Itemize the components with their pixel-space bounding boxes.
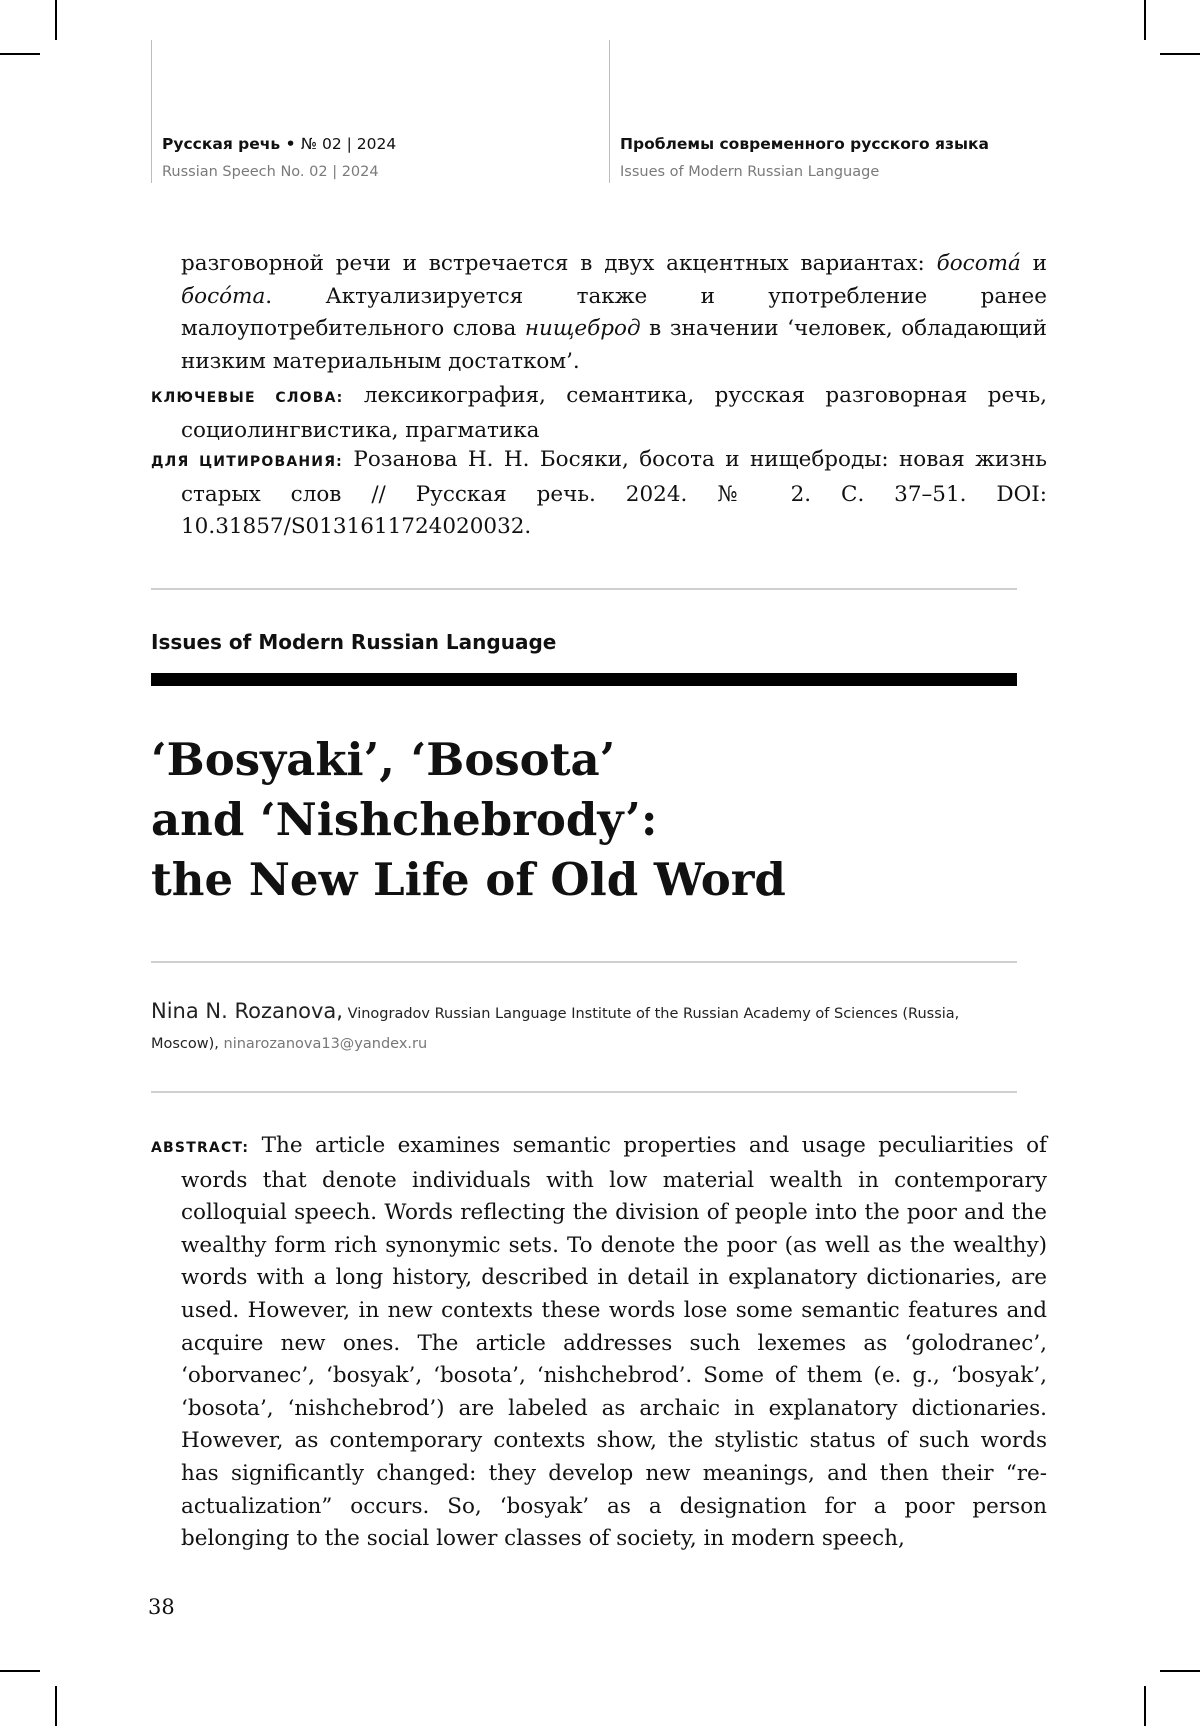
thick-divider — [151, 673, 1017, 686]
running-head-right — [609, 40, 989, 183]
crop-mark — [0, 1670, 40, 1672]
crop-mark — [55, 0, 57, 40]
author-email[interactable]: ninarozanova13@yandex.ru — [223, 1036, 428, 1052]
crop-mark — [55, 1686, 57, 1726]
section-label-en: Issues of Modern Russian Language — [151, 630, 557, 654]
divider — [151, 961, 1017, 963]
running-head-left — [151, 40, 397, 183]
article-title: ‘Bosyaki’, ‘Bosota’ and ‘Nishchebrody’: the New Life of Old Word — [151, 733, 786, 906]
author-affiliation: Vinogradov Russian Language Institute of the Russian Academy of Sciences (Russia, Moscow), — [151, 1006, 960, 1052]
ru-abstract-continuation: разговорной речи и встречается в двух акцентных вариантах: босота́ и босо́та. Актуализируется также и употребление ранее малоупотребительного слова нищеброд в значении ‘человек, обладающий низким материальным достатком’. — [181, 251, 1047, 374]
author-name: Nina N. Rozanova, — [151, 999, 343, 1023]
journal-title-ru: Русская речь • № 02 | 2024 — [162, 135, 397, 153]
crop-mark — [0, 53, 40, 55]
author-block — [151, 996, 1017, 1059]
page-number: 38 — [148, 1595, 175, 1619]
abstract-label: ABSTRACT: — [151, 1140, 250, 1156]
crop-mark — [1144, 1686, 1146, 1726]
crop-mark — [1160, 1670, 1200, 1672]
ru-keywords: КЛЮЧЕВЫЕ СЛОВА: лексикография, семантика, русская разговорная речь, социолингвистика, прагматика — [151, 383, 1047, 443]
ru-citation: ДЛЯ ЦИТИРОВАНИЯ: Розанова Н. Н. Босяки, босота и нищеброды: новая жизнь старых слов // Русская речь. 2024. № 2. С. 37–51. DOI: 10.31857/S0131611724020032. — [151, 447, 1047, 540]
section-title-ru: Проблемы современного русского языка — [620, 135, 989, 153]
crop-mark — [1144, 0, 1146, 40]
citation-label: ДЛЯ ЦИТИРОВАНИЯ: — [151, 454, 343, 470]
journal-title-en: Russian Speech No. 02 | 2024 — [162, 164, 379, 180]
section-title-en: Issues of Modern Russian Language — [620, 164, 880, 180]
divider — [151, 1091, 1017, 1093]
divider — [151, 588, 1017, 590]
crop-mark — [1160, 53, 1200, 55]
en-abstract: ABSTRACT: The article examines semantic properties and usage peculiarities of words that denote individuals with low material wealth in contemporary colloquial speech. Words reflecting the division of people into the poor and the wealthy form rich synonymic sets. To denote the poor (as well as the wealthy) words with a long history, described in detail in explanatory dictionaries, are used. However, in new contexts these words lose some semantic features and acquire new ones. The article addresses such lexemes as ‘golodranec’, ‘oborvanec’, ‘bosyak’, ‘bosota’, ‘nishchebrod’. Some of them (e. g., ‘bosyak’, ‘bosota’, ‘nishchebrod’) are labeled as archaic in explanatory dictionaries. However, as contemporary contexts show, the stylistic status of such words has significantly changed: they develop new meanings, and then their “re-actualization” occurs. So, ‘bosyak’ as a designation for a poor person belonging to the social lower classes of society, in modern speech, — [151, 1133, 1047, 1552]
keywords-label: КЛЮЧЕВЫЕ СЛОВА: — [151, 390, 344, 406]
